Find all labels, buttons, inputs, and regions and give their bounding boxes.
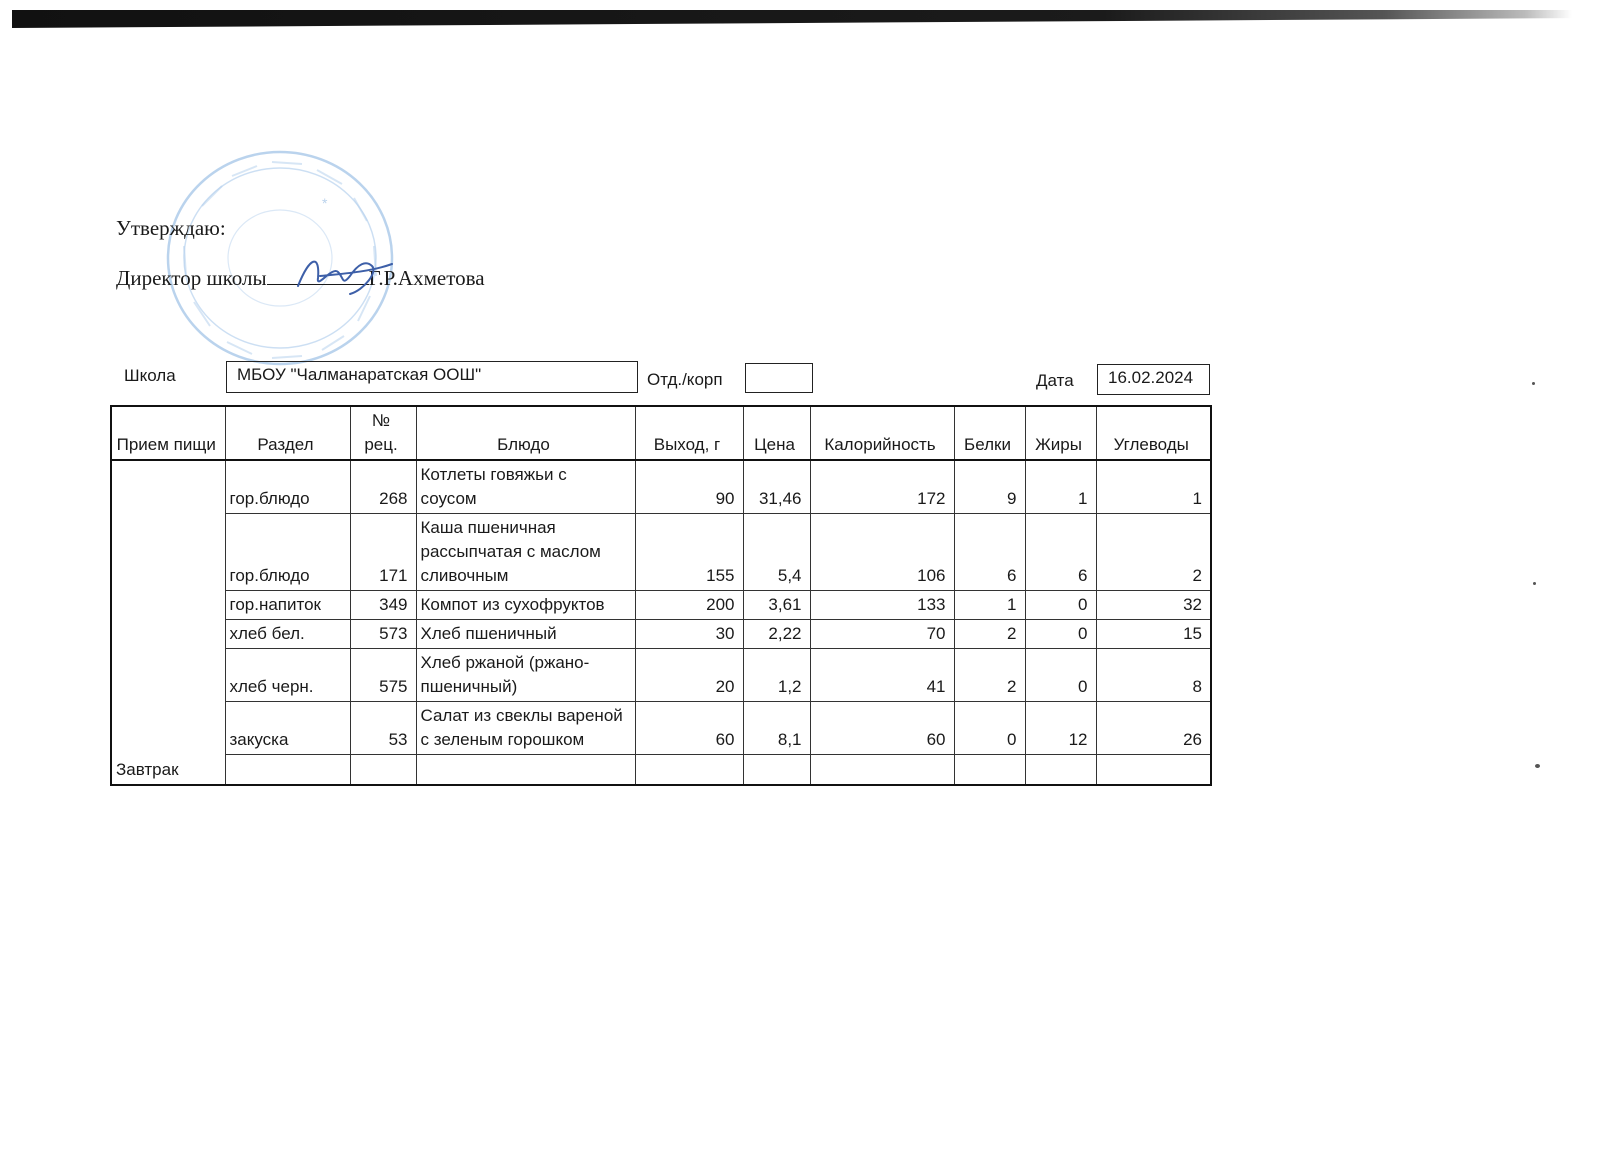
protein-cell: 9 [954,460,1025,514]
price-cell: 2,22 [743,620,810,649]
meal-cell: Завтрак [111,460,225,785]
section-cell: хлеб черн. [225,649,350,702]
menu-table [110,405,1212,786]
yield-cell: 200 [635,591,743,620]
section-cell: закуска [225,702,350,755]
section-cell: хлеб бел. [225,620,350,649]
table-row [111,702,1211,755]
yield-cell: 155 [635,514,743,591]
calories-cell: 70 [810,620,954,649]
school-field[interactable]: МБОУ "Чалманаратская ООШ" [226,361,638,393]
dish-cell: Хлеб ржаной (ржано-пшеничный) [416,649,635,702]
table-row [111,591,1211,620]
carbs-cell: 32 [1096,591,1211,620]
calories-cell: 172 [810,460,954,514]
recipe-cell: 53 [350,702,416,755]
col-header-yield: Выход, г [635,406,743,460]
dish-cell: Котлеты говяжьи с соусом [416,460,635,514]
fat-cell: 6 [1025,514,1096,591]
col-header-recipe: № рец. [350,406,416,460]
dept-field[interactable] [745,363,813,393]
protein-cell: 6 [954,514,1025,591]
protein-cell: 2 [954,620,1025,649]
recipe-cell: 268 [350,460,416,514]
empty-cell [635,755,743,785]
section-cell: гор.блюдо [225,514,350,591]
col-header-calories: Калорийность [810,406,954,460]
calories-cell: 60 [810,702,954,755]
recipe-cell: 349 [350,591,416,620]
table-row-empty [111,755,1211,785]
scan-speck [1533,582,1536,585]
table-row [111,514,1211,591]
carbs-cell: 26 [1096,702,1211,755]
price-cell: 3,61 [743,591,810,620]
price-cell: 8,1 [743,702,810,755]
price-cell: 31,46 [743,460,810,514]
fat-cell: 12 [1025,702,1096,755]
empty-cell [1096,755,1211,785]
table-row [111,620,1211,649]
svg-text:*: * [322,195,328,211]
empty-cell [1025,755,1096,785]
scan-speck [1532,382,1535,385]
recipe-cell: 575 [350,649,416,702]
director-name: Г.Р.Ахметова [368,266,485,290]
section-cell: гор.блюдо [225,460,350,514]
col-header-section: Раздел [225,406,350,460]
dept-label: Отд./корп [647,370,723,389]
scan-speck [1535,764,1540,768]
scan-edge-bar [12,10,1572,28]
signature-icon [280,246,400,298]
empty-cell [743,755,810,785]
school-label: Школа [124,366,176,385]
carbs-cell: 1 [1096,460,1211,514]
empty-cell [416,755,635,785]
col-header-protein: Белки [954,406,1025,460]
fat-cell: 0 [1025,591,1096,620]
dish-cell: Компот из сухофруктов [416,591,635,620]
empty-cell [350,755,416,785]
fat-cell: 0 [1025,649,1096,702]
yield-cell: 30 [635,620,743,649]
date-label: Дата [1036,371,1074,390]
carbs-cell: 8 [1096,649,1211,702]
yield-cell: 60 [635,702,743,755]
table-row [111,649,1211,702]
calories-cell: 106 [810,514,954,591]
section-cell: гор.напиток [225,591,350,620]
col-header-carbs: Углеводы [1096,406,1211,460]
dish-cell: Каша пшеничная рассыпчатая с маслом сливочным [416,514,635,591]
yield-cell: 90 [635,460,743,514]
price-cell: 1,2 [743,649,810,702]
fat-cell: 0 [1025,620,1096,649]
recipe-cell: 573 [350,620,416,649]
price-cell: 5,4 [743,514,810,591]
carbs-cell: 2 [1096,514,1211,591]
director-label: Директор школы [116,266,267,290]
col-header-price: Цена [743,406,810,460]
empty-cell [810,755,954,785]
approval-title: Утверждаю: [116,216,226,240]
calories-cell: 133 [810,591,954,620]
table-row [111,460,1211,514]
yield-cell: 20 [635,649,743,702]
recipe-cell: 171 [350,514,416,591]
carbs-cell: 15 [1096,620,1211,649]
dish-cell: Салат из свеклы вареной с зеленым горошком [416,702,635,755]
empty-cell [225,755,350,785]
fat-cell: 1 [1025,460,1096,514]
dish-cell: Хлеб пшеничный [416,620,635,649]
calories-cell: 41 [810,649,954,702]
protein-cell: 0 [954,702,1025,755]
col-header-meal: Прием пищи [111,406,225,460]
table-header-row [111,406,1211,460]
col-header-dish: Блюдо [416,406,635,460]
empty-cell [954,755,1025,785]
protein-cell: 1 [954,591,1025,620]
col-header-fat: Жиры [1025,406,1096,460]
protein-cell: 2 [954,649,1025,702]
date-field[interactable]: 16.02.2024 [1097,364,1210,395]
